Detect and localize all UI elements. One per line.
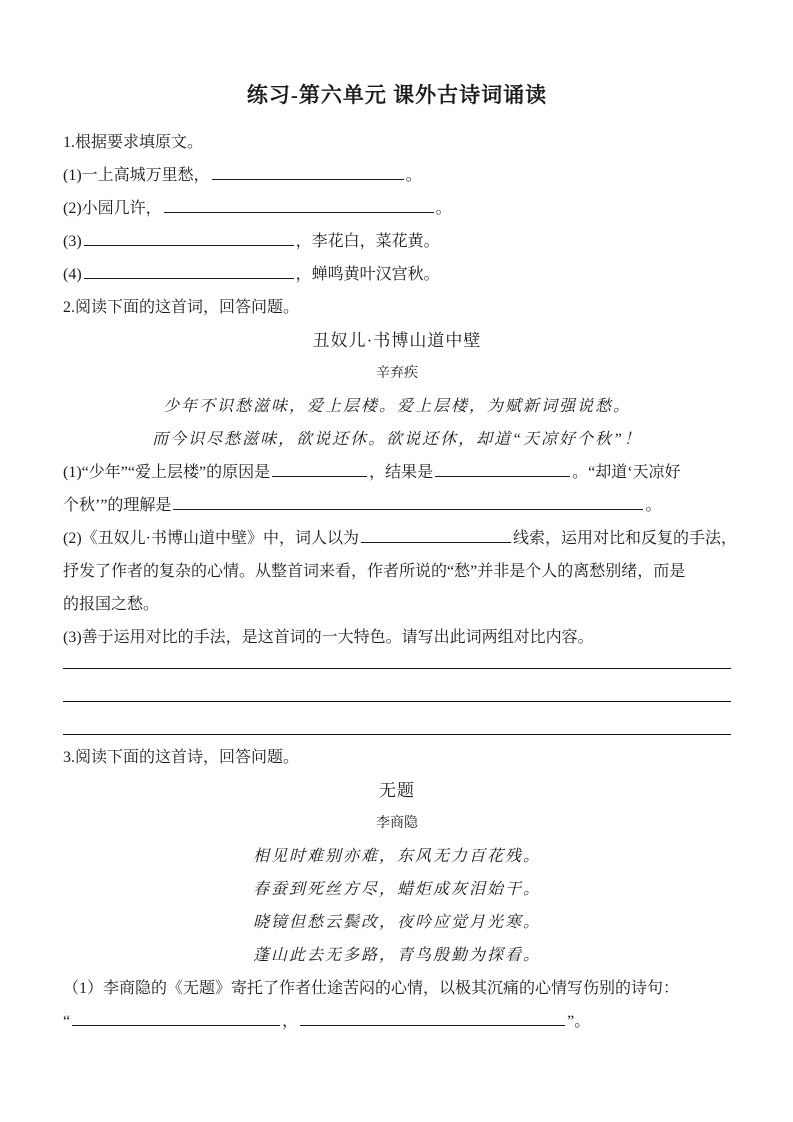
section3-poem-author: 李商隐 [376, 816, 418, 831]
q1-text-5: 。 [645, 497, 662, 514]
answer-blank-1-1[interactable] [212, 163, 404, 180]
section2-question2-line2: 抒发了作者的复杂的心情。从整首词来看，作者所说的“愁”并非是个人的离愁别绪，而是 [63, 563, 686, 580]
q2-text-2: 线索，运用对比和反复的手法， [513, 530, 738, 547]
section2-question2-line3: 的报国之愁。 [63, 596, 160, 613]
answer-blank-2-1b[interactable] [435, 460, 570, 477]
fill-item-1-suffix: 。 [405, 167, 422, 184]
fill-item-4-suffix: ，蝉鸣黄叶汉宫秋。 [295, 266, 440, 283]
fill-item-3-suffix: ，李花白，菜花黄。 [295, 233, 440, 250]
open-quote: “ [63, 1013, 71, 1030]
q1-text-3: 。“却道‘天凉好 [572, 464, 681, 481]
section1-heading: 1.根据要求填原文。 [63, 134, 204, 151]
answer-blank-1-4[interactable] [84, 262, 294, 279]
section3-poem-title: 无题 [379, 781, 415, 800]
q1-text-4: 个秋’”的理解是 [63, 497, 172, 514]
answer-blank-1-2[interactable] [164, 196, 434, 213]
fill-item-4-prefix: (4) [63, 266, 82, 283]
answer-blank-2-2[interactable] [361, 526, 511, 543]
answer-blank-1-3[interactable] [84, 229, 294, 246]
section2-poem-title: 丑奴儿·书博山道中壁 [312, 331, 482, 350]
section2-poem-author: 辛弃疾 [376, 366, 418, 381]
section2-poem-line-2: 而今识尽愁滋味，欲说还休。欲说还休，却道“天凉好个秋”！ [152, 431, 642, 448]
q1-text-1: (1)“少年”“爱上层楼”的原因是 [63, 464, 271, 481]
section3-question1-text: （1）李商隐的《无题》寄托了作者仕途苦闷的心情，以极其沉痛的心情写伤别的诗句： [63, 980, 680, 997]
answer-blank-2-1a[interactable] [272, 460, 367, 477]
fill-item-2 [63, 192, 731, 225]
answer-blank-2-1c[interactable] [173, 493, 643, 510]
section3-question1-blanks [63, 1005, 731, 1038]
q1-text-2: ，结果是 [369, 464, 434, 481]
section2-question1-line1 [63, 456, 731, 489]
answer-rule-line-3[interactable] [63, 702, 731, 735]
answer-rule-line-1[interactable] [63, 654, 731, 669]
fill-item-1-prefix: (1)一上高城万里愁， [63, 167, 210, 184]
section3-poem-line-3: 晓镜但愁云鬓改，夜吟应觉月光寒。 [252, 914, 541, 931]
section3-poem-line-2: 春蚕到死丝方尽，蜡炬成灰泪始干。 [252, 881, 541, 898]
section3-heading: 3.阅读下面的这首诗，回答问题。 [63, 749, 300, 766]
section2-heading: 2.阅读下面的这首词，回答问题。 [63, 299, 300, 316]
fill-item-2-prefix: (2)小园几许， [63, 200, 162, 217]
answer-blank-3-1b[interactable] [300, 1009, 565, 1026]
q2-text-1: (2)《丑奴儿·书博山道中壁》中，词人以为 [63, 530, 359, 547]
section2-poem-line-1: 少年不识愁滋味，爱上层楼。爱上层楼，为赋新词强说愁。 [162, 398, 631, 415]
fill-item-3-prefix: (3) [63, 233, 82, 250]
section2-question1-line2 [63, 489, 731, 522]
answer-rule-line-2[interactable] [63, 669, 731, 702]
section2-question2-line1 [63, 522, 738, 555]
close-quote: ”。 [567, 1013, 591, 1030]
fill-item-3 [63, 225, 731, 258]
section2-question3: (3)善于运用对比的手法，是这首词的一大特色。请写出此词两组对比内容。 [63, 629, 594, 646]
answer-rule-area [63, 654, 731, 735]
section3-poem-line-4: 蓬山此去无多路，青鸟殷勤为探看。 [252, 947, 541, 964]
comma-separator: ， [282, 1013, 299, 1030]
fill-item-4 [63, 258, 731, 291]
answer-blank-3-1a[interactable] [72, 1009, 280, 1026]
fill-item-1 [63, 159, 731, 192]
page-title: 练习-第六单元 课外古诗词诵读 [246, 83, 548, 107]
section3-poem-line-1: 相见时难别亦难，东风无力百花残。 [252, 848, 541, 865]
fill-item-2-suffix: 。 [435, 200, 452, 217]
